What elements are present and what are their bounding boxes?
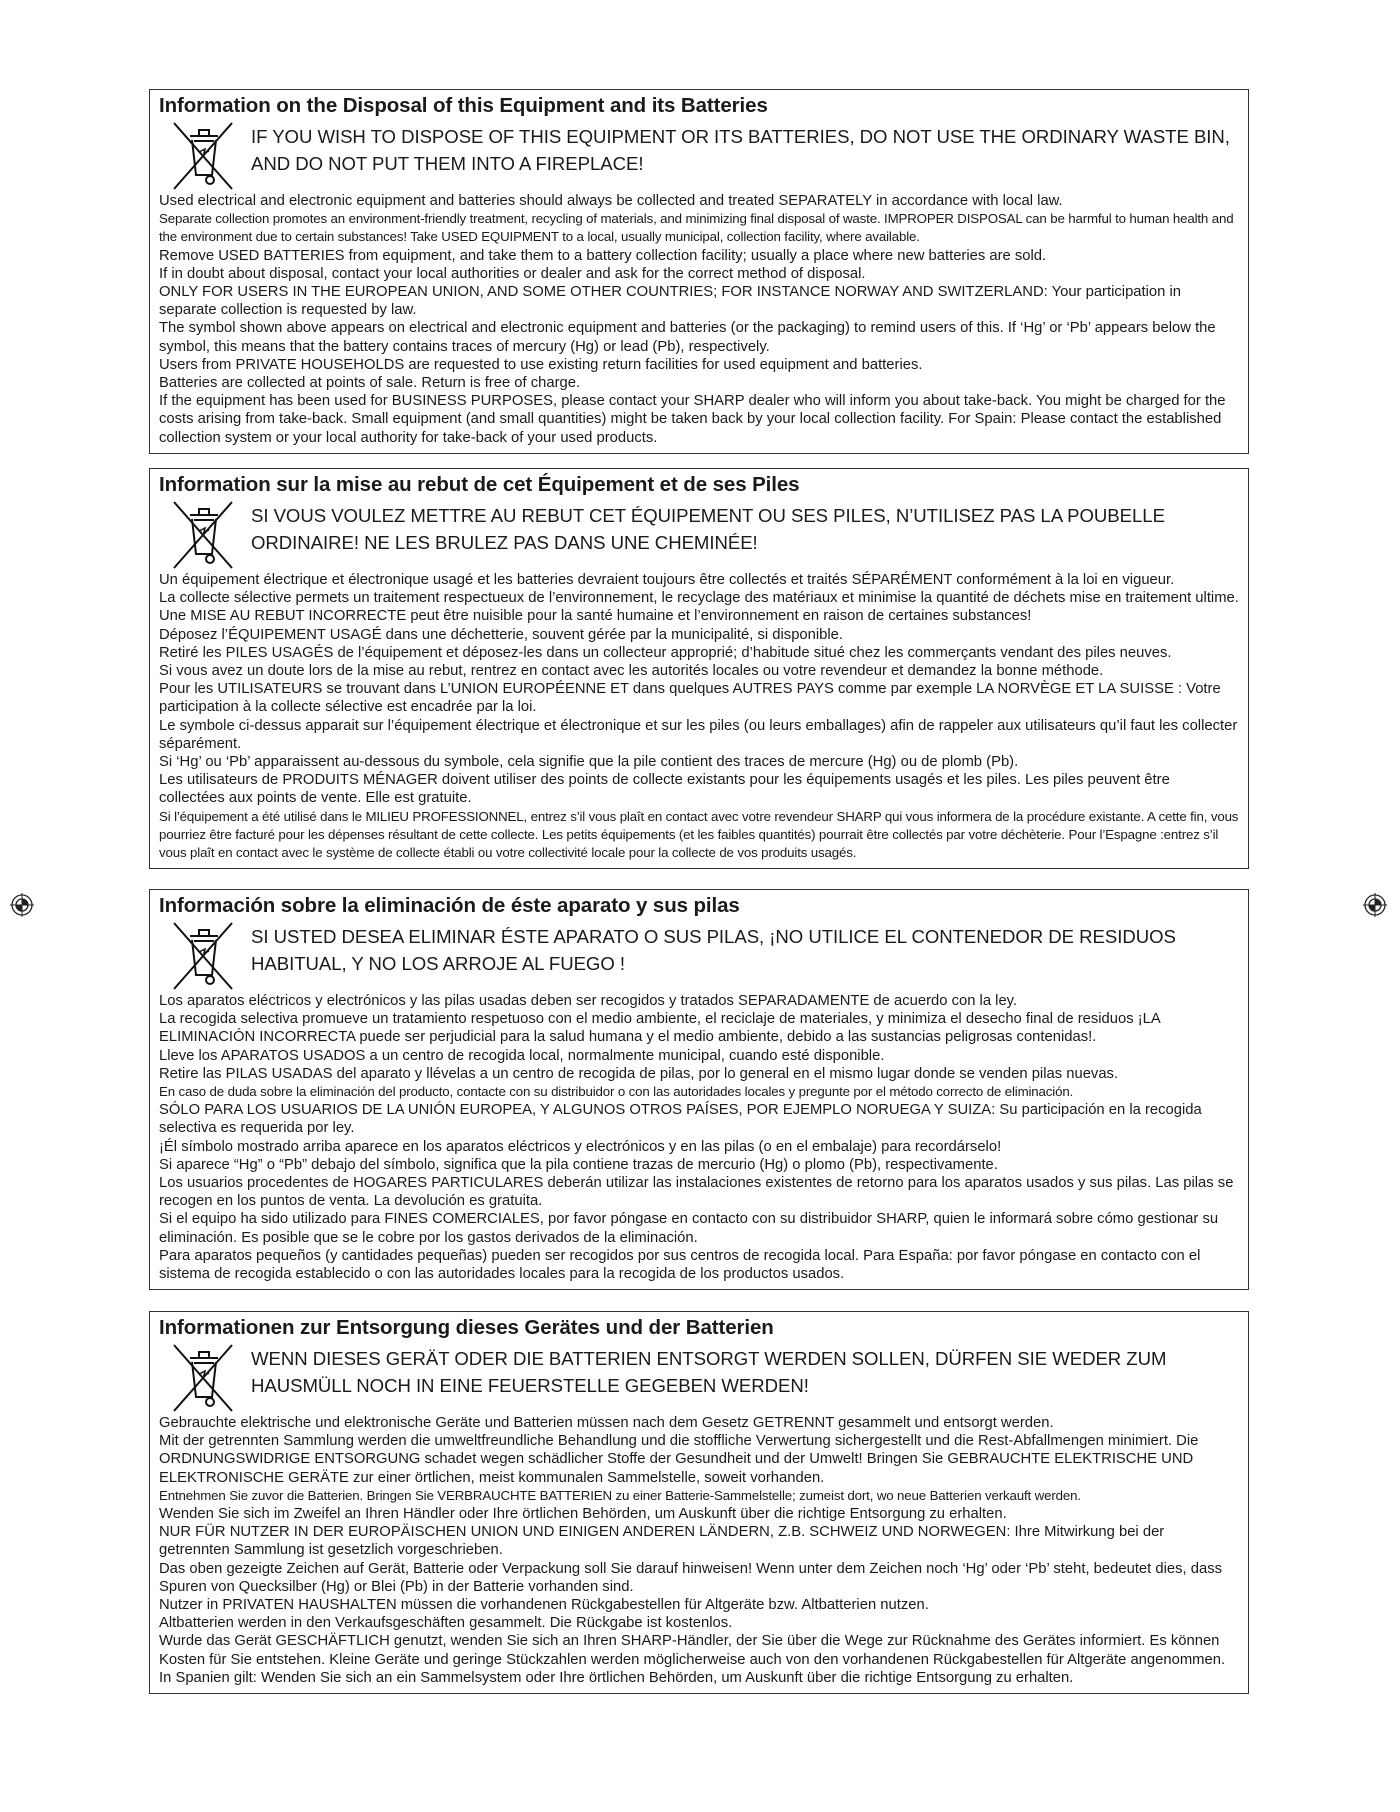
- section-title: Información sobre la eliminación de éste aparato y sus pilas: [159, 894, 740, 917]
- disposal-section-spanish: [149, 889, 1249, 1290]
- crossed-out-bin-icon: [170, 920, 236, 992]
- warning-text: WENN DIESES GERÄT ODER DIE BATTERIEN ENTSORGT WERDEN SOLLEN, DÜRFEN SIE WEDER ZUM HAUSMÜLL NOCH IN EINE FEUERSTELLE GEGEBEN WERDEN!: [251, 1348, 1167, 1396]
- paragraph: Los aparatos eléctricos y electrónicos y las pilas usadas deben ser recogidos y tratados SEPARADAMENTE de acuerdo con la ley.: [159, 993, 1018, 1009]
- paragraph: Si l’équipement a été utilisé dans le MILIEU PROFESSIONNEL, entrez s’il vous plaît en contact avec votre revendeur SHARP qui vous informera de la procédure existante. A cette fin, vous pourriez être facturé pour les dépenses résultant de cette collecte. Les petits équipements (et les faibles quantités) pourrait être collectés par votre déchèterie. Pour l’Espagne :entrez s’il vous plaît en contact avec le système de collecte établi ou votre collectivité locale pour la collecte de vos produits usagés.: [159, 808, 1239, 861]
- paragraph: La recogida selectiva promueve un tratamiento respetuoso con el medio ambiente, el reciclaje de materiales, y minimiza el desecho final de residuos ¡LA ELIMINACIÓN INCORRECTA puede ser perjudicial para la salud humana y el medio ambiente, debido a las sustancias peligrosas contenidas!.: [159, 1011, 1160, 1046]
- disposal-section-french: [149, 468, 1249, 869]
- paragraph: Entnehmen Sie zuvor die Batterien. Bringen Sie VERBRAUCHTE BATTERIEN zu einer Batterie-Sammelstelle; zumeist dort, wo neue Batterien verkauft werden.: [159, 1487, 1081, 1503]
- paragraph: If in doubt about disposal, contact your local authorities or dealer and ask for the correct method of disposal.: [159, 265, 866, 282]
- paragraph: NUR FÜR NUTZER IN DER EUROPÄISCHEN UNION UND EINIGEN ANDEREN LÄNDERN, Z.B. SCHWEIZ UND NORWEGEN: Ihre Mitwirkung bei der getrennten Sammlung ist gesetzlich vorgeschrieben.: [159, 1524, 1165, 1559]
- warning-text: SI USTED DESEA ELIMINAR ÉSTE APARATO O SUS PILAS, ¡NO UTILICE EL CONTENEDOR DE RESIDUOS HABITUAL, Y NO LOS ARROJE AL FUEGO !: [251, 926, 1176, 974]
- paragraph: ¡Él símbolo mostrado arriba aparece en los aparatos eléctricos y electrónicos y en las pilas (o en el embalaje) para recordárselo!: [159, 1138, 1002, 1155]
- paragraph: Déposez l’ÉQUIPEMENT USAGÉ dans une déchetterie, souvent gérée par la municipalité, si disponible.: [159, 626, 844, 643]
- paragraph: Retiré les PILES USAGÉS de l’équipement et déposez-les dans un collecteur approprié; d’habitude situé chez les commerçants vendant des piles neuves.: [159, 644, 1172, 661]
- warning-text: SI VOUS VOULEZ METTRE AU REBUT CET ÉQUIPEMENT OU SES PILES, N’UTILISEZ PAS LA POUBELLE ORDINAIRE! NE LES BRULEZ PAS DANS UNE CHEMINÉE!: [251, 505, 1165, 553]
- paragraph: SÓLO PARA LOS USUARIOS DE LA UNIÓN EUROPEA, Y ALGUNOS OTROS PAÍSES, POR EJEMPLO NORUEGA Y SUIZA: Su participación en la recogida selectiva es requerida por ley.: [159, 1102, 1202, 1137]
- paragraph: Separate collection promotes an environment-friendly treatment, recycling of materials, and minimizing final disposal of waste. IMPROPER DISPOSAL can be harmful to human health and the environment due to certain substances! Take USED EQUIPMENT to a local, usually municipal, collection facility, where available.: [159, 211, 1234, 245]
- paragraph: Le symbole ci-dessus apparait sur l’équipement électrique et électronique et sur les piles (ou leurs emballages) afin de rappeler aux utilisateurs qu’il faut les collecter séparément.: [159, 717, 1238, 752]
- paragraph: Mit der getrennten Sammlung werden die umweltfreundliche Behandlung und die stoffliche Verwertung sichergestellt und die Rest-Abfallmengen minimiert. Die ORDNUNGSWIDRIGE ENTSORGUNG schadet wegen schädlicher Stoffe der Gesundheit und der Umwelt! Bringen Sie GEBRAUCHTE ELEKTRISCHE UND ELEKTRONISCHE GERÄTE zur einer örtlichen, meist kommunalen Sammelstelle, soweit vorhanden.: [159, 1433, 1199, 1486]
- warning-row: [159, 920, 1239, 992]
- paragraph: Wenden Sie sich im Zweifel an Ihren Händler oder Ihre örtlichen Behörden, um Auskunft über die richtige Entsorgung zu erhalten.: [159, 1506, 1007, 1523]
- paragraph: En caso de duda sobre la eliminación del producto, contacte con su distribuidor o con las autoridades locales y pregunte por el método correcto de eliminación.: [159, 1084, 1074, 1100]
- paragraph: Altbatterien werden in den Verkaufsgeschäften gesammelt. Die Rückgabe ist kostenlos.: [159, 1615, 733, 1632]
- paragraph: Remove USED BATTERIES from equipment, and take them to a battery collection facility; usually a place where new batteries are sold.: [159, 247, 1047, 264]
- crossed-out-bin-icon: [170, 120, 236, 192]
- section-title: Information sur la mise au rebut de cet Équipement et de ses Piles: [159, 473, 800, 496]
- section-body: [159, 1414, 1239, 1687]
- section-body: [159, 571, 1239, 862]
- registration-mark-left: [10, 893, 34, 917]
- paragraph: Un équipement électrique et électronique usagé et les batteries devraient toujours être collectés et traités SÉPARÉMENT conformément à la loi en vigueur.: [159, 572, 1175, 588]
- paragraph: Si ‘Hg’ ou ‘Pb’ apparaissent au-dessous du symbole, cela signifie que la pile contient des traces de mercure (Hg) ou de plomb (Pb).: [159, 754, 1019, 771]
- crossed-out-bin-icon: [170, 499, 236, 571]
- paragraph: Nutzer in PRIVATEN HAUSHALTEN müssen die vorhandenen Rückgabestellen für Altgeräte bzw. Altbatterien nutzen.: [159, 1597, 929, 1614]
- section-body: [159, 192, 1239, 447]
- warning-row: [159, 1342, 1239, 1414]
- paragraph: La collecte sélective permets un traitement respectueux de l’environnement, le recyclage des matériaux et minimise la quantité de déchets mise en traitement ultime. Une MISE AU REBUT INCORRECTE peut être nuisible pour la santé humaine et l’environnement en raison de certaines substances!: [159, 590, 1239, 625]
- disposal-section-english: [149, 89, 1249, 454]
- section-title: Information on the Disposal of this Equipment and its Batteries: [159, 94, 768, 117]
- paragraph: Pour les UTILISATEURS se trouvant dans L’UNION EUROPÉENNE ET dans quelques AUTRES PAYS comme par exemple LA NORVÈGE ET LA SUISSE : Votre participation à la collecte sélective est encadrée par la loi.: [159, 681, 1221, 716]
- paragraph: Wurde das Gerät GESCHÄFTLICH genutzt, wenden Sie sich an Ihren SHARP-Händler, der Sie über die Wege zur Rücknahme des Gerätes informiert. Es können Kosten für Sie entstehen. Kleine Geräte und geringe Stückzahlen werden möglicherweise auch von den vorhandenen Rückgabestellen für Altgeräte angenommen. In Spanien gilt: Wenden Sie sich an ein Sammelsystem oder Ihre örtlichen Behörden, um Auskunft über die richtige Entsorgung zu erhalten.: [159, 1633, 1226, 1686]
- section-body: [159, 992, 1239, 1283]
- paragraph: Si aparece “Hg” o “Pb” debajo del símbolo, significa que la pila contiene trazas de mercurio (Hg) o plomo (Pb), respectivamente.: [159, 1156, 998, 1173]
- section-title: Informationen zur Entsorgung dieses Gerätes und der Batterien: [159, 1316, 774, 1339]
- paragraph: Users from PRIVATE HOUSEHOLDS are requested to use existing return facilities for used equipment and batteries.: [159, 356, 923, 373]
- disposal-section-german: [149, 1311, 1249, 1694]
- paragraph: If the equipment has been used for BUSINESS PURPOSES, please contact your SHARP dealer who will inform you about take-back. You might be charged for the costs arising from take-back. Small equipment (and small quantities) might be taken back by your local collection facility. For Spain: Please contact the established collection system or your local authority for take-back of your used products.: [159, 393, 1226, 446]
- paragraph: Para aparatos pequeños (y cantidades pequeñas) pueden ser recogidos por sus centros de recogida local. Para España: por favor póngase en contacto con el sistema de recogida establecido o con las autoridades locales para la recogida de los productos usados.: [159, 1247, 1201, 1283]
- paragraph: The symbol shown above appears on electrical and electronic equipment and batteries (or the packaging) to remind users of this. If ‘Hg’ or ‘Pb’ appears below the symbol, this means that the battery contains traces of mercury (Hg) or lead (Pb), respectively.: [159, 320, 1216, 355]
- paragraph: Batteries are collected at points of sale. Return is free of charge.: [159, 375, 581, 392]
- paragraph: Used electrical and electronic equipment and batteries should always be collected and treated SEPARATELY in accordance with local law.: [159, 193, 1063, 209]
- paragraph: Das oben gezeigte Zeichen auf Gerät, Batterie oder Verpackung soll Sie darauf hinweisen! Wenn unter dem Zeichen noch ‘Hg’ oder ‘Pb’ steht, bedeutet dies, dass Spuren von Quecksilber (Hg) or Blei (Pb) in der Batterie vorhanden sind.: [159, 1560, 1222, 1595]
- paragraph: Lleve los APARATOS USADOS a un centro de recogida local, normalmente municipal, cuando esté disponible.: [159, 1047, 885, 1064]
- paragraph: Si el equipo ha sido utilizado para FINES COMERCIALES, por favor póngase en contacto con su distribuidor SHARP, quien le informará sobre cómo gestionar su eliminación. Es posible que se le cobre por los gastos derivados de la eliminación.: [159, 1211, 1219, 1246]
- crossed-out-bin-icon: [170, 1342, 236, 1414]
- warning-text: IF YOU WISH TO DISPOSE OF THIS EQUIPMENT OR ITS BATTERIES, DO NOT USE THE ORDINARY WASTE BIN, AND DO NOT PUT THEM INTO A FIREPLACE!: [251, 126, 1230, 174]
- paragraph: Les utilisateurs de PRODUITS MÉNAGER doivent utiliser des points de collecte existants pour les équipements usagés et les piles. Les piles peuvent être collectées aux points de vente. Elle est gratuite.: [159, 772, 1170, 807]
- paragraph: Los usuarios procedentes de HOGARES PARTICULARES deberán utilizar las instalaciones existentes de retorno para los aparatos usados y sus pilas. Las pilas se recogen en los puntos de venta. La devolución es gratuita.: [159, 1175, 1234, 1210]
- registration-mark-right: [1363, 893, 1387, 917]
- paragraph: Si vous avez un doute lors de la mise au rebut, rentrez en contact avec les autorités locales ou votre revendeur et demandez la bonne méthode.: [159, 663, 1104, 680]
- paragraph: Retire las PILAS USADAS del aparato y llévelas a un centro de recogida de pilas, por lo general en el mismo lugar donde se venden pilas nuevas.: [159, 1065, 1119, 1082]
- paragraph: Gebrauchte elektrische und elektronische Geräte und Batterien müssen nach dem Gesetz GETRENNT gesammelt und entsorgt werden.: [159, 1415, 1054, 1431]
- warning-row: [159, 120, 1239, 192]
- warning-row: [159, 499, 1239, 571]
- paragraph: ONLY FOR USERS IN THE EUROPEAN UNION, AND SOME OTHER COUNTRIES; FOR INSTANCE NORWAY AND SWITZERLAND: Your participation in separate collection is requested by law.: [159, 284, 1182, 319]
